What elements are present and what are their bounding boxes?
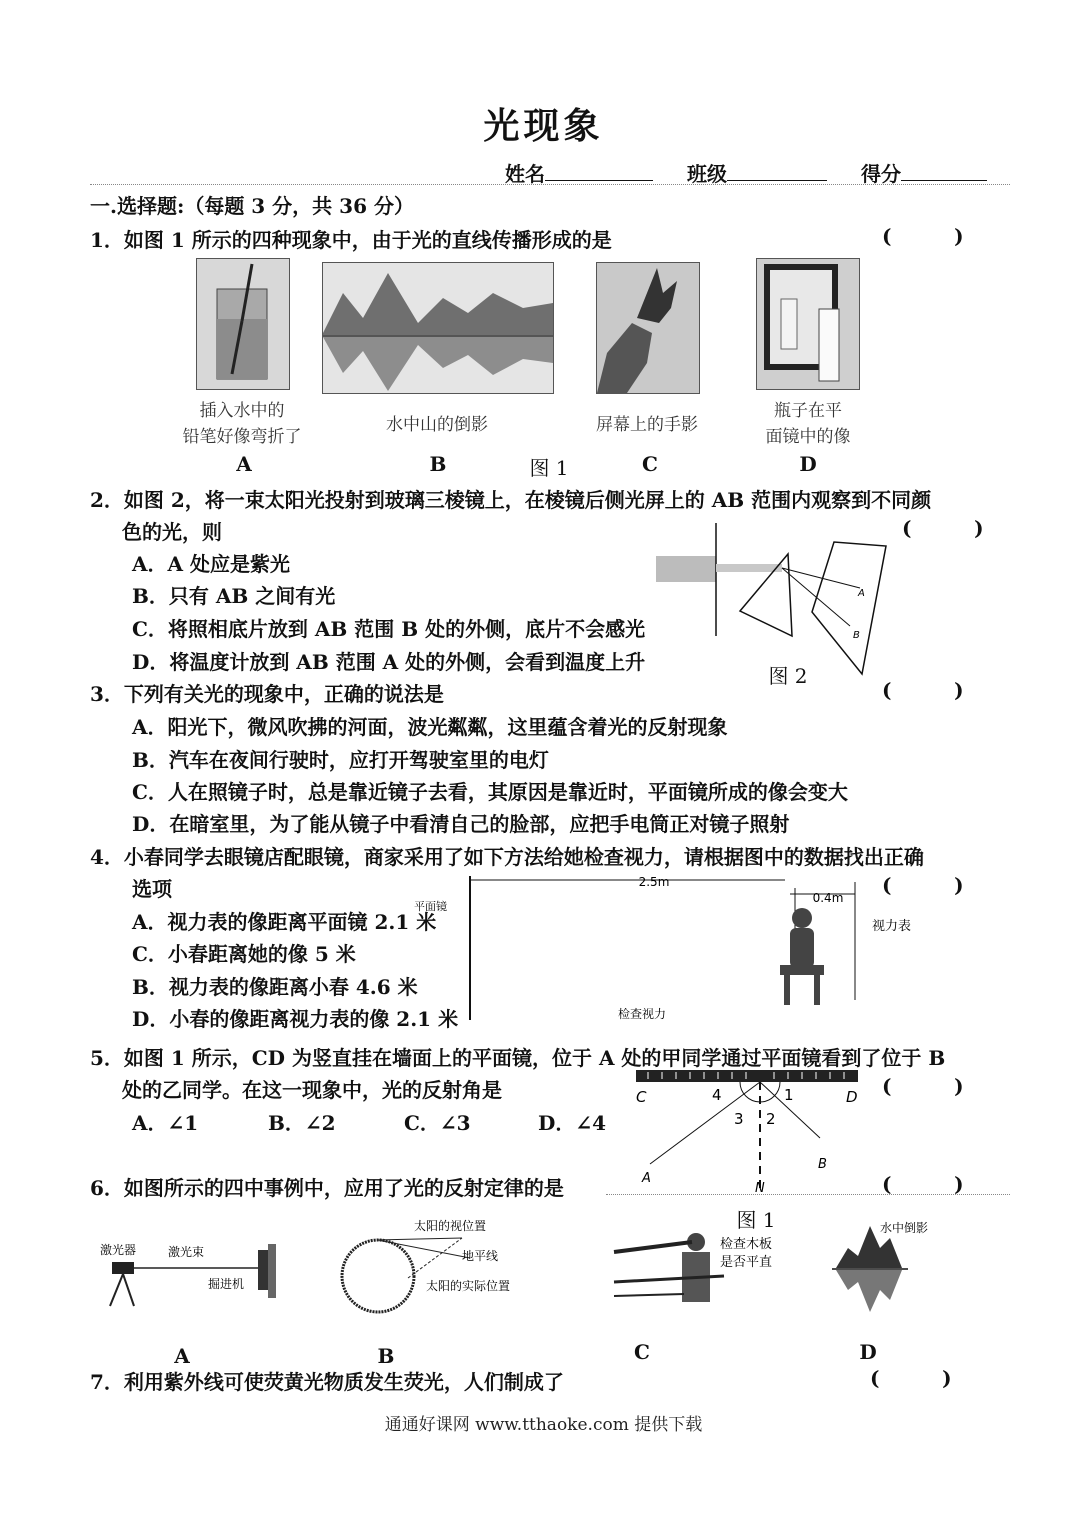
q2-light-source xyxy=(656,556,716,582)
q4-dim-2-5m: 2.5m xyxy=(638,875,670,889)
q6-plank xyxy=(614,1242,692,1252)
q4-line1: 4．小春同学去眼镜店配眼镜，商家采用了如下方法给她检查视力，请根据图中的数据找出正确 xyxy=(90,845,924,869)
q4-answer-paren: ( ) xyxy=(882,873,964,897)
q5-angle-1: 1 xyxy=(784,1086,794,1104)
q6-laser-device xyxy=(112,1262,134,1274)
name-blank xyxy=(545,158,653,181)
q6-label-c: C xyxy=(634,1340,650,1364)
q1-label-d: D xyxy=(799,452,817,476)
q5-option-d: D．∠4 xyxy=(538,1111,607,1135)
q2-line2: 色的光，则 xyxy=(122,520,222,544)
q1-caption-a-line1: 插入水中的 xyxy=(199,401,285,421)
q6-earth xyxy=(342,1240,414,1312)
q5-angle-2: 2 xyxy=(766,1110,776,1128)
q4-option-d: D．小春的像距离视力表的像 2.1 米 xyxy=(132,1007,459,1031)
q1-caption-c xyxy=(580,412,714,438)
q1-figure-label: 图 1 xyxy=(529,456,569,480)
q6-apparent-sun-label: 太阳的视位置 xyxy=(414,1219,487,1233)
q6-sun-figure xyxy=(330,1218,550,1318)
section-heading: 一.选择题:（每题 3 分，共 36 分） xyxy=(90,194,414,218)
q2-line1: 2．如图 2，将一束太阳光投射到玻璃三棱镜上，在棱镜后侧光屏上的 AB 范围内观察到不同颜 xyxy=(90,488,932,512)
q1-photo-b xyxy=(322,262,554,394)
score-blank xyxy=(901,158,987,181)
q5-mirror xyxy=(636,1070,858,1082)
q1-caption-b: 水中山的倒影 xyxy=(386,415,488,435)
score-label: 得分 xyxy=(861,162,901,186)
q1-caption-d-line1: 瓶子在平 xyxy=(774,401,842,421)
q2-point-b: B xyxy=(853,630,860,641)
q4-check-label: 检查视力 xyxy=(618,1007,667,1021)
q6-plank-label-1: 检查木板 xyxy=(720,1237,773,1252)
q5-figure-label: 图 1 xyxy=(736,1208,776,1232)
student-info xyxy=(505,158,987,187)
q6-actual-sun-label: 太阳的实际位置 xyxy=(426,1279,511,1293)
q6-label-b: B xyxy=(377,1344,395,1368)
name-label: 姓名 xyxy=(505,162,545,186)
q6-plank-figure xyxy=(604,1224,804,1314)
page-footer: 通通好课网 www.tthaoke.com 提供下载 xyxy=(384,1415,703,1435)
q1-caption-d-line2: 面镜中的像 xyxy=(765,427,851,447)
q2-option-d: D．将温度计放到 AB 范围 A 处的外侧，会看到温度上升 xyxy=(132,650,646,674)
q1-label-b: B xyxy=(429,452,447,476)
q3-text: 3．下列有关光的现象中，正确的说法是 xyxy=(90,682,444,706)
q5-angle-4: 4 xyxy=(712,1086,722,1104)
q2-light-screen xyxy=(812,542,886,674)
q6-horizon-label: 地平线 xyxy=(462,1249,499,1263)
q6-divider xyxy=(606,1194,1010,1195)
q5-angle-3: 3 xyxy=(734,1110,744,1128)
q4-option-a: A．视力表的像距离平面镜 2.1 米 xyxy=(132,910,437,934)
q2-option-b: B．只有 AB 之间有光 xyxy=(132,584,336,608)
q6-plank-label-2: 是否平直 xyxy=(720,1255,773,1270)
q5-line1: 5．如图 1 所示，CD 为竖直挂在墙面上的平面镜，位于 A 处的甲同学通过平面镜看到了位于 B xyxy=(90,1046,946,1070)
class-blank xyxy=(727,158,827,181)
q4-line2: 选项 xyxy=(132,877,172,901)
q5-label-b: B xyxy=(818,1157,827,1172)
q6-horizon xyxy=(378,1240,470,1258)
q3-option-c: C．人在照镜子时，总是靠近镜子去看，其原因是靠近时，平面镜所成的像会变大 xyxy=(132,780,848,804)
q6-answer-paren: ( ) xyxy=(882,1172,964,1196)
q1-caption-a-line2: 铅笔好像弯折了 xyxy=(182,427,302,447)
q1-caption-a xyxy=(170,398,314,450)
q1-photo-a xyxy=(196,258,290,390)
q6-laser-label: 激光器 xyxy=(100,1243,137,1257)
q6-reflection-label: 水中倒影 xyxy=(880,1221,929,1235)
q1-photo-d xyxy=(756,258,860,390)
q2-prism-diagram xyxy=(650,516,890,676)
q7-answer-paren: ( ) xyxy=(870,1366,952,1390)
q5-line2: 处的乙同学。在这一现象中，光的反射角是 xyxy=(122,1078,502,1102)
q4-option-c: C．小春距离她的像 5 米 xyxy=(132,942,356,966)
q1-answer-paren: ( ) xyxy=(882,224,964,248)
q2-figure-label: 图 2 xyxy=(768,664,808,688)
q2-beam xyxy=(716,564,782,572)
class-label: 班级 xyxy=(687,162,727,186)
q5-label-n: N xyxy=(755,1181,765,1196)
q7-text: 7．利用紫外线可使荧黄光物质发生荧光，人们制成了 xyxy=(90,1370,564,1394)
q3-option-b: B．汽车在夜间行驶时，应打开驾驶室里的电灯 xyxy=(132,748,549,772)
q2-option-c: C．将照相底片放到 AB 范围 B 处的外侧，底片不会感光 xyxy=(132,617,646,641)
q4-dim-0-4m: 0.4m xyxy=(812,891,844,905)
q2-option-a: A．A 处应是紫光 xyxy=(132,552,290,576)
q5-answer-paren: ( ) xyxy=(882,1074,964,1098)
q6-label-a: A xyxy=(174,1344,190,1368)
q2-answer-paren: ( ) xyxy=(902,516,984,540)
q5-label-a: A xyxy=(642,1171,651,1186)
q6-tbm-label: 掘进机 xyxy=(208,1277,245,1291)
q6-label-d: D xyxy=(859,1340,877,1364)
q1-text: 1．如图 1 所示的四种现象中，由于光的直线传播形成的是 xyxy=(90,228,612,252)
q6-text: 6．如图所示的四中事例中，应用了光的反射定律的是 xyxy=(90,1176,564,1200)
q3-option-d: D．在暗室里，为了能从镜子中看清自己的脸部，应把手电筒正对镜子照射 xyxy=(132,812,790,836)
q6-mountain-reflection xyxy=(836,1270,902,1312)
q4-girl-figure xyxy=(780,908,824,1005)
q6-beam-label: 激光束 xyxy=(168,1245,205,1259)
q6-sight-line xyxy=(378,1238,462,1240)
q5-label-d: D xyxy=(846,1088,858,1106)
header-divider xyxy=(90,184,1010,185)
q5-reflection-diagram xyxy=(628,1064,868,1196)
q3-answer-paren: ( ) xyxy=(882,678,964,702)
q6-reflection-figure xyxy=(828,1218,988,1318)
q5-option-b: B．∠2 xyxy=(268,1111,336,1135)
q2-point-a: A xyxy=(858,588,865,599)
q4-option-b: B．视力表的像距离小春 4.6 米 xyxy=(132,975,418,999)
q1-caption-d xyxy=(746,398,870,450)
q4-chart-label: 视力表 xyxy=(872,919,912,934)
q1-label-c: C xyxy=(642,452,658,476)
page-title: 光现象 xyxy=(483,106,604,147)
q5-option-a: A．∠1 xyxy=(132,1111,199,1135)
q6-laser-figure xyxy=(96,1234,286,1314)
q3-option-a: A．阳光下，微风吹拂的河面，波光粼粼，这里蕴含着光的反射现象 xyxy=(132,715,728,739)
q6-tbm xyxy=(258,1250,268,1290)
q1-photo-c xyxy=(596,262,700,394)
q5-option-c: C．∠3 xyxy=(404,1111,471,1135)
q1-caption-c-text: 屏幕上的手影 xyxy=(596,415,698,435)
q4-mirror-label: 平面镜 xyxy=(414,900,447,913)
q1-label-a: A xyxy=(236,452,252,476)
q4-vision-diagram xyxy=(410,870,930,1030)
q5-label-c: C xyxy=(636,1088,647,1106)
